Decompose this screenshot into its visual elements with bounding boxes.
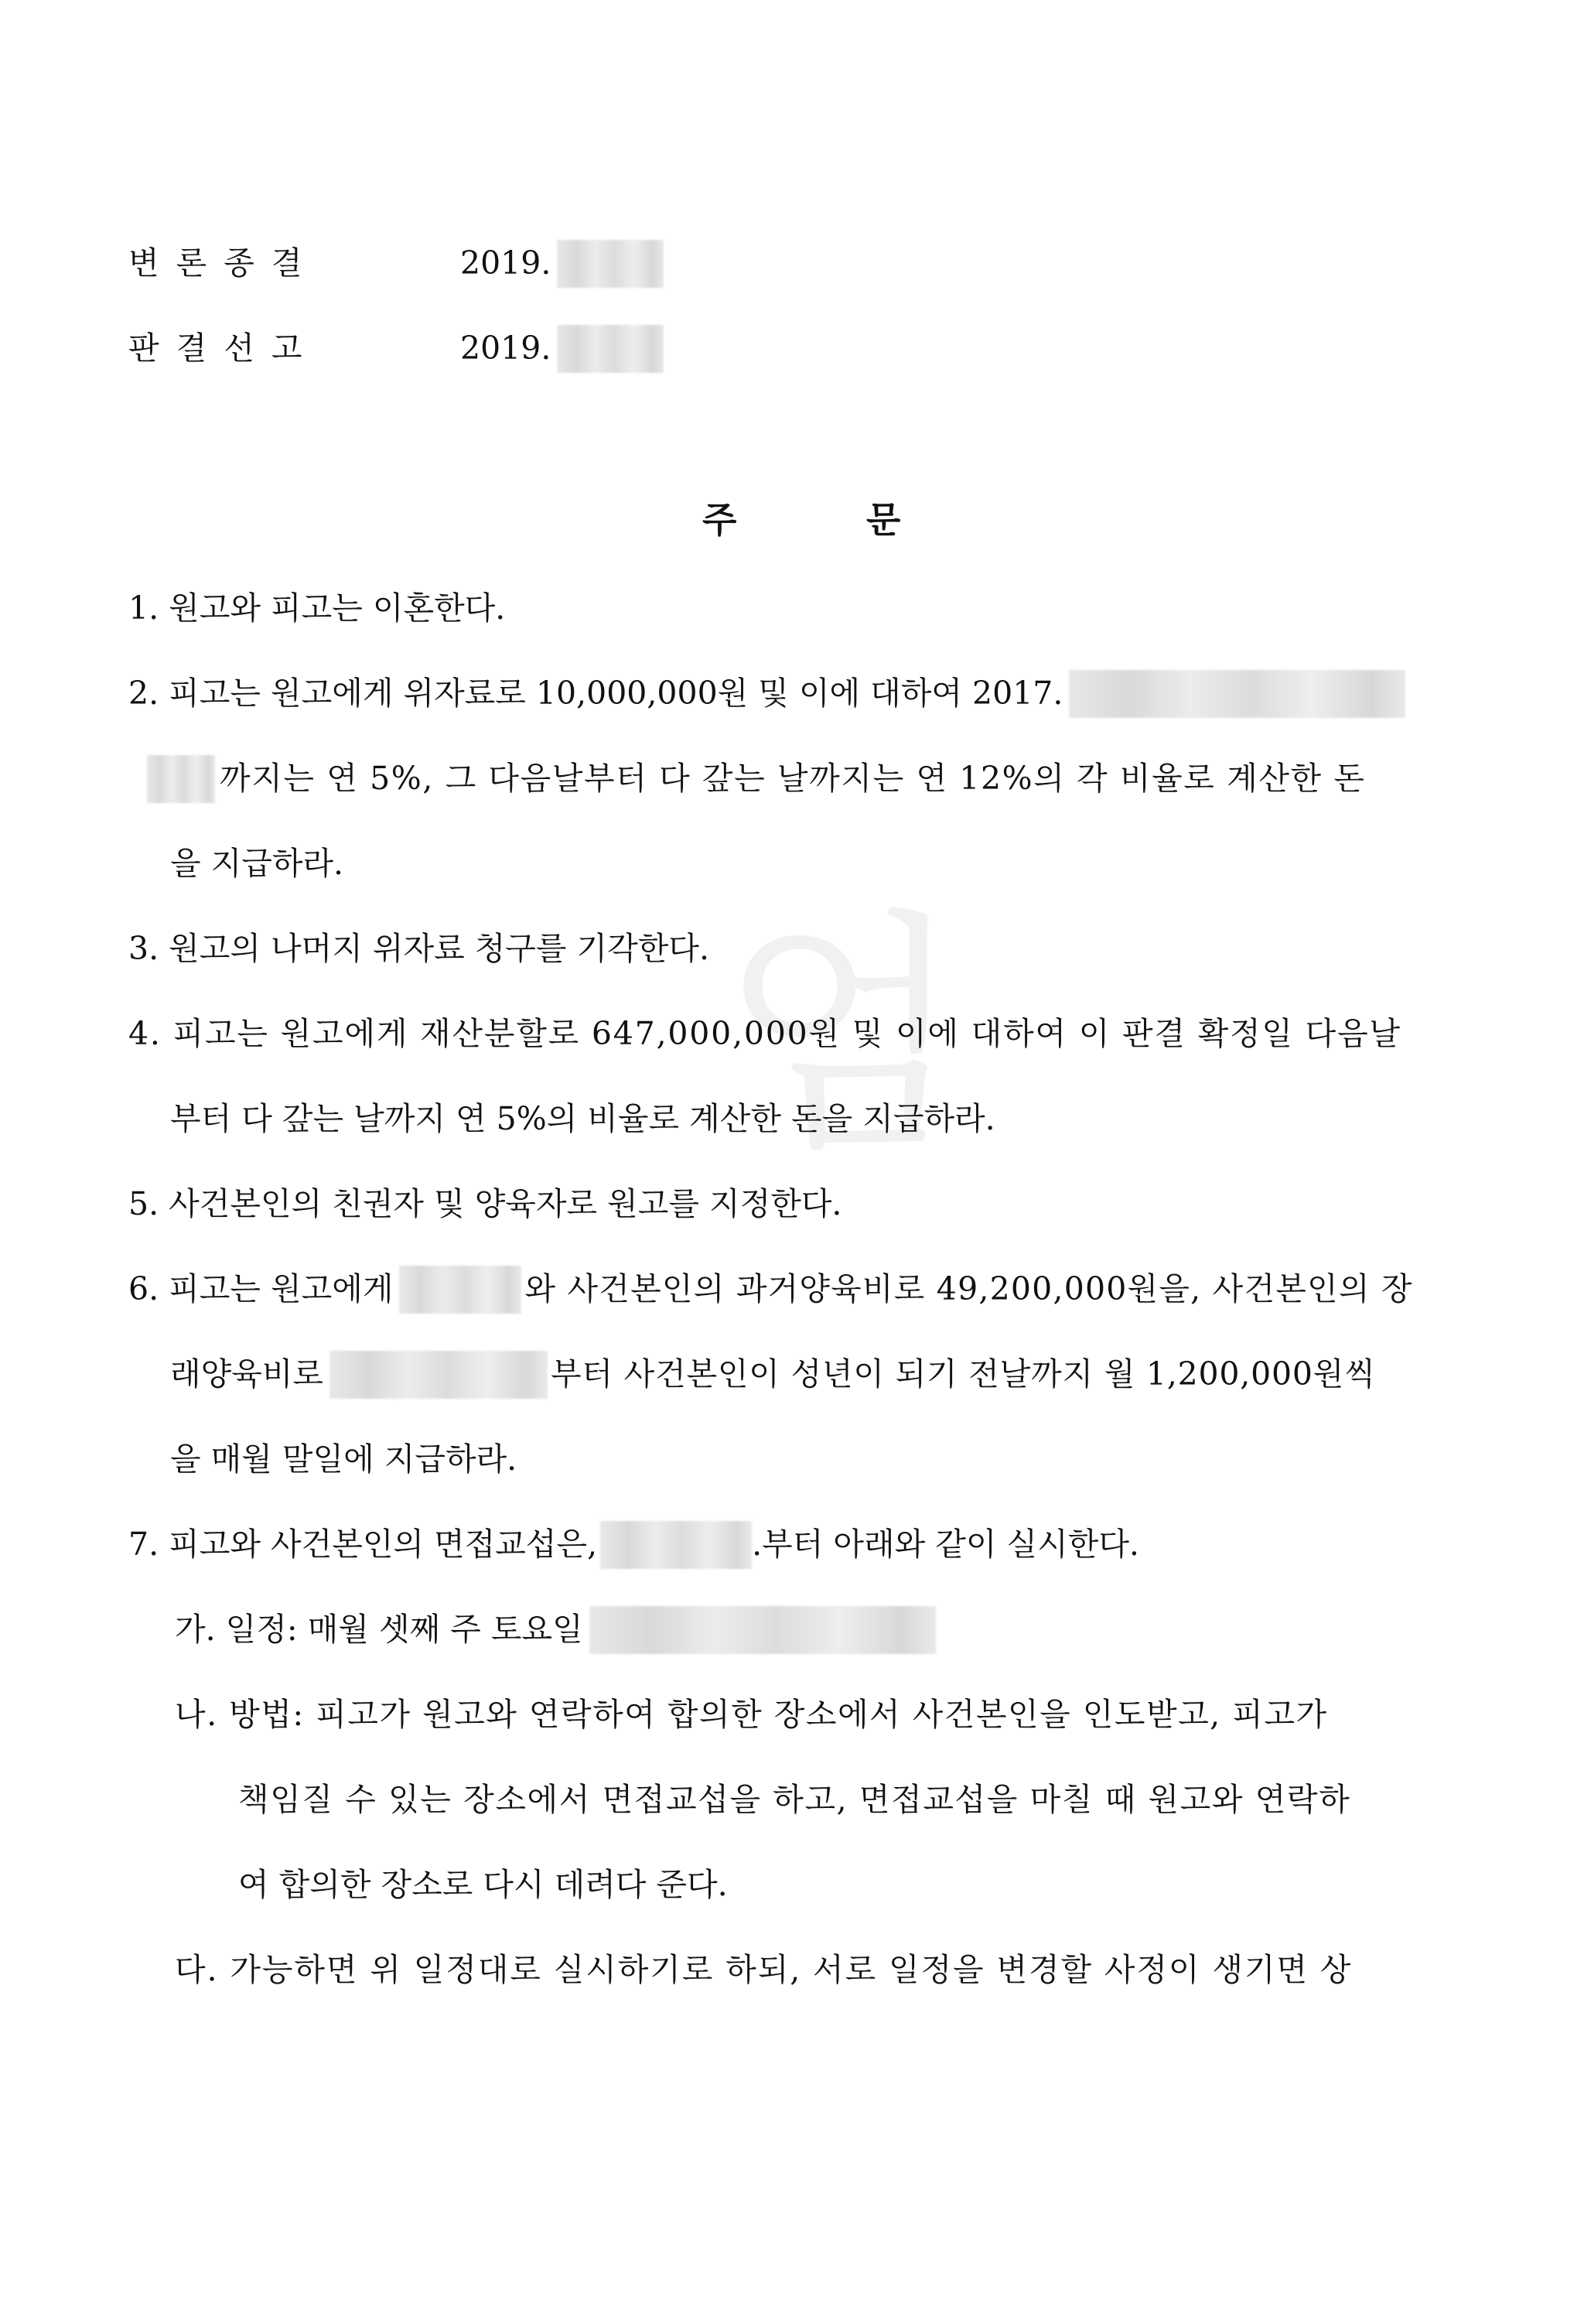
- redacted-block: [600, 1521, 752, 1569]
- order-item-7-text-b: .부터 아래와 같이 실시한다.: [752, 1526, 1139, 1563]
- redacted-block: [557, 325, 664, 373]
- order-item-7-ga: [175, 1608, 936, 1654]
- closing-date-text: 2019.: [460, 244, 551, 282]
- order-item-6-text-d: 부터 사건본인이 성년이 되기 전날까지 월 1,200,000원씩: [551, 1355, 1376, 1393]
- redacted-block: [147, 755, 215, 803]
- order-item-6-text-c: 래양육비로: [170, 1355, 324, 1393]
- verdict-date-text: 2019.: [460, 330, 551, 367]
- redacted-block: [399, 1266, 521, 1314]
- order-item-7-na-line-3: 여 합의한 장소로 다시 데려다 준다.: [238, 1866, 728, 1903]
- order-item-6-line-1: [128, 1267, 1413, 1314]
- order-item-3: 3. 원고의 나머지 위자료 청구를 기각한다.: [128, 930, 710, 967]
- order-item-7: [128, 1523, 1139, 1569]
- order-item-7-ga-text: 가. 일정: 매월 셋째 주 토요일: [175, 1611, 583, 1648]
- order-item-2-line-2: [147, 757, 1366, 803]
- order-item-7-da-line-1: 다. 가능하면 위 일정대로 실시하기로 하되, 서로 일정을 변경할 사정이 생기면 상: [175, 1951, 1353, 1988]
- order-item-1: 1. 원고와 피고는 이혼한다.: [128, 590, 506, 627]
- order-item-6-text-b: 와 사건본인의 과거양육비로 49,200,000원을, 사건본인의 장: [524, 1270, 1413, 1307]
- redacted-block: [557, 240, 664, 288]
- section-title-left: 주: [702, 499, 737, 541]
- order-item-2-text: 2. 피고는 원고에게 위자료로 10,000,000원 및 이에 대하여 2017.: [128, 675, 1063, 712]
- order-item-6-text-a: 6. 피고는 원고에게: [128, 1270, 394, 1307]
- order-item-2-line-3: 을 지급하라.: [170, 845, 344, 882]
- closing-date: [460, 241, 664, 288]
- order-item-6-line-2: [170, 1352, 1376, 1399]
- redacted-block: [589, 1606, 936, 1654]
- order-item-7-na-line-1: 나. 방법: 피고가 원고와 연락하여 합의한 장소에서 사건본인을 인도받고, 피고가: [175, 1696, 1328, 1733]
- redacted-block: [329, 1351, 548, 1399]
- section-title-right: 문: [866, 499, 901, 541]
- order-item-7-na-line-2: 책임질 수 있는 장소에서 면접교섭을 하고, 면접교섭을 마칠 때 원고와 연락하: [238, 1781, 1351, 1818]
- order-item-2-text-2: 까지는 연 5%, 그 다음날부터 다 갚는 날까지는 연 12%의 각 비율로 계산한 돈: [220, 760, 1366, 797]
- redacted-block: [1069, 670, 1405, 718]
- verdict-label: 판결선고: [128, 330, 319, 367]
- order-item-6-line-3: 을 매월 말일에 지급하라.: [170, 1441, 517, 1478]
- order-item-4-line-1: 4. 피고는 원고에게 재산분할로 647,000,000원 및 이에 대하여 이 판결 확정일 다음날: [128, 1015, 1401, 1052]
- order-item-2-line-1: [128, 672, 1405, 718]
- verdict-date: [460, 326, 664, 373]
- order-item-4-line-2: 부터 다 갚는 날까지 연 5%의 비율로 계산한 돈을 지급하라.: [170, 1100, 995, 1137]
- order-item-5: 5. 사건본인의 친권자 및 양육자로 원고를 지정한다.: [128, 1185, 842, 1222]
- order-item-7-text-a: 7. 피고와 사건본인의 면접교섭은,: [128, 1526, 598, 1563]
- watermark: 엄: [719, 888, 958, 1185]
- closing-label: 변론종결: [128, 244, 319, 282]
